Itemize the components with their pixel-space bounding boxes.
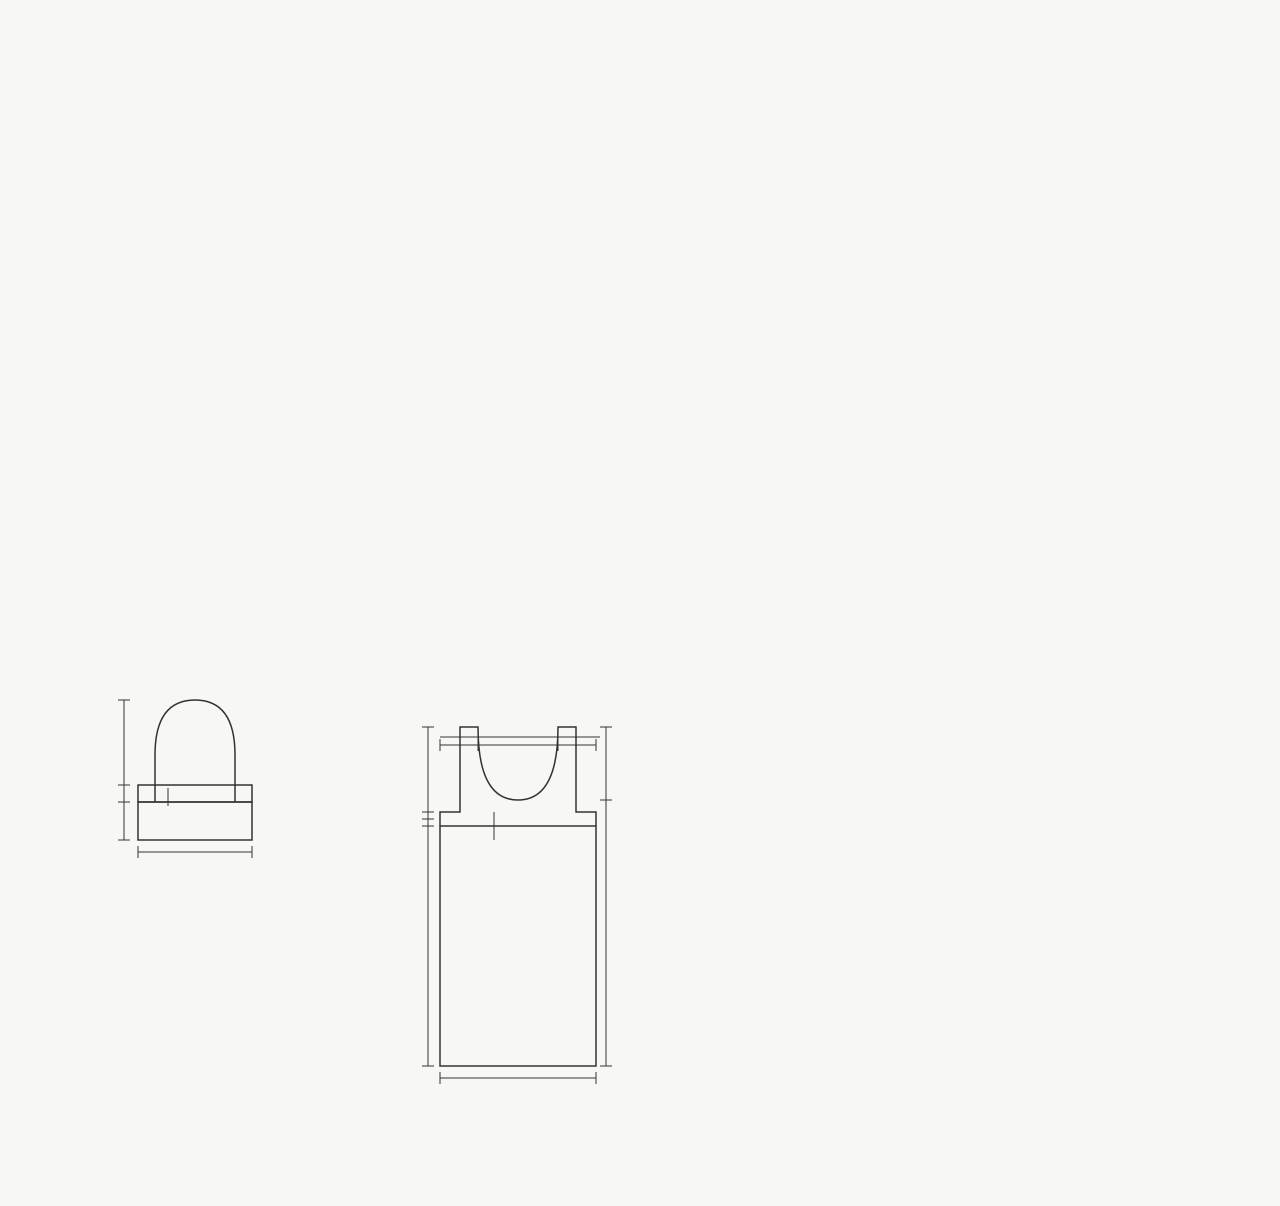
figure-3-1-dress bbox=[422, 727, 612, 1084]
figure-3-2-sleeve bbox=[118, 700, 252, 858]
